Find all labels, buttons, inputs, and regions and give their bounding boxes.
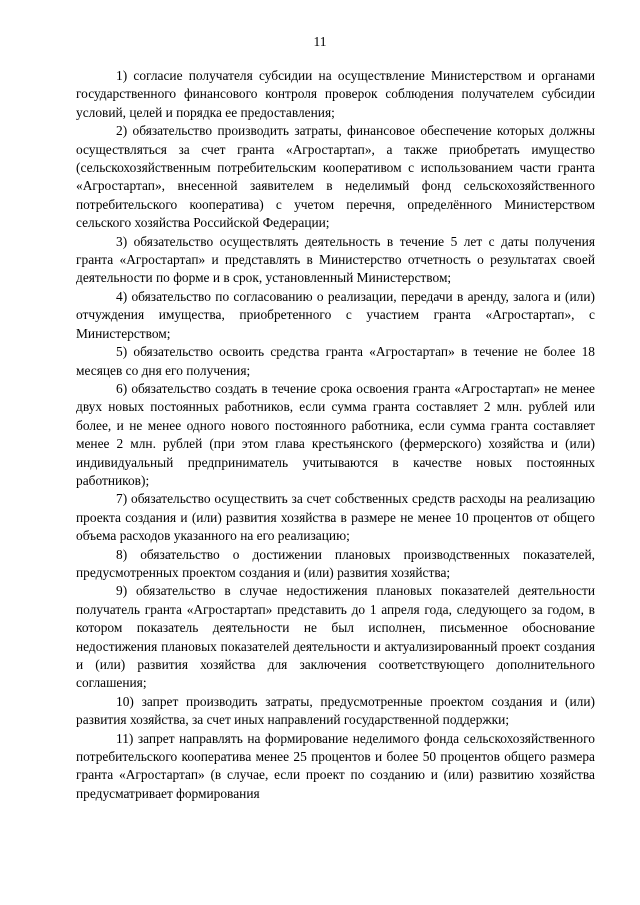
paragraph-11: 11) запрет направлять на формирование неделимого фонда сельскохозяйственного потребительского кооператива менее 25 процентов и более 50 процентов общего размера гранта «Агростартап» (в случае, если проект по созданию и (или) развитию хозяйства предусматривает формирования: [76, 730, 595, 801]
paragraph-2: 2) обязательство производить затраты, финансовое обеспечение которых должны осуществляться за счет гранта «Агростартап», а также приобретать имущество (сельскохозяйственным потребительским кооперативом с использованием части гранта «Агростартап», внесенной заявителем в неделимый фонд сельскохозяйственного потребительского кооператива) с учетом перечня, определённого Министерством сельского хозяйства Российской Федерации;: [76, 123, 595, 231]
paragraph-9: 9) обязательство в случае недостижения плановых показателей деятельности получатель гранта «Агростартап» представить до 1 апреля года, следующего за годом, в котором показатель деятельности не был исполнен, письменное обоснование недостижения плановых показателей деятельности и актуализированный проект создания и (или) развития хозяйства для заключения соответствующего дополнительного соглашения;: [76, 583, 595, 691]
paragraph-8: 8) обязательство о достижении плановых производственных показателей, предусмотренных проектом создания и (или) развития хозяйства;: [76, 546, 595, 580]
page-number: 11: [313, 34, 327, 49]
paragraph-7: 7) обязательство осуществить за счет собственных средств расходы на реализацию проекта создания и (или) развития хозяйства в размере не менее 10 процентов от общего объема расходов указанного на его реализацию;: [76, 491, 595, 544]
document-body: [76, 67, 595, 803]
paragraph-6: 6) обязательство создать в течение срока освоения гранта «Агростартап» не менее двух новых постоянных работников, если сумма гранта составляет 2 млн. рублей или более, и не менее одного нового постоянного работника, если сумма гранта составляет менее 2 млн. рублей (при этом глава крестьянского (фермерского) хозяйства и (или) индивидуальный предприниматель учитываются в качестве новых постоянных работников);: [76, 380, 595, 488]
paragraph-1: 1) согласие получателя субсидии на осуществление Министерством и органами государственного финансового контроля проверок соблюдения получателем субсидии условий, целей и порядка ее предоставления;: [76, 68, 595, 120]
paragraph-5: 5) обязательство освоить средства гранта «Агростартап» в течение не более 18 месяцев со дня его получения;: [76, 344, 595, 378]
paragraph-10: 10) запрет производить затраты, предусмотренные проектом создания и (или) развития хозяйства, за счет иных направлений государственной поддержки;: [76, 693, 595, 728]
paragraph-3: 3) обязательство осуществлять деятельность в течение 5 лет с даты получения гранта «Агростартап» и представлять в Министерство отчетность о результатах своей деятельности по форме и в срок, установленный Министерством;: [76, 233, 595, 286]
paragraph-4: 4) обязательство по согласованию о реализации, передачи в аренду, залога и (или) отчуждения имущества, приобретенного с участием гранта «Агростартап», с Министерством;: [76, 288, 595, 341]
